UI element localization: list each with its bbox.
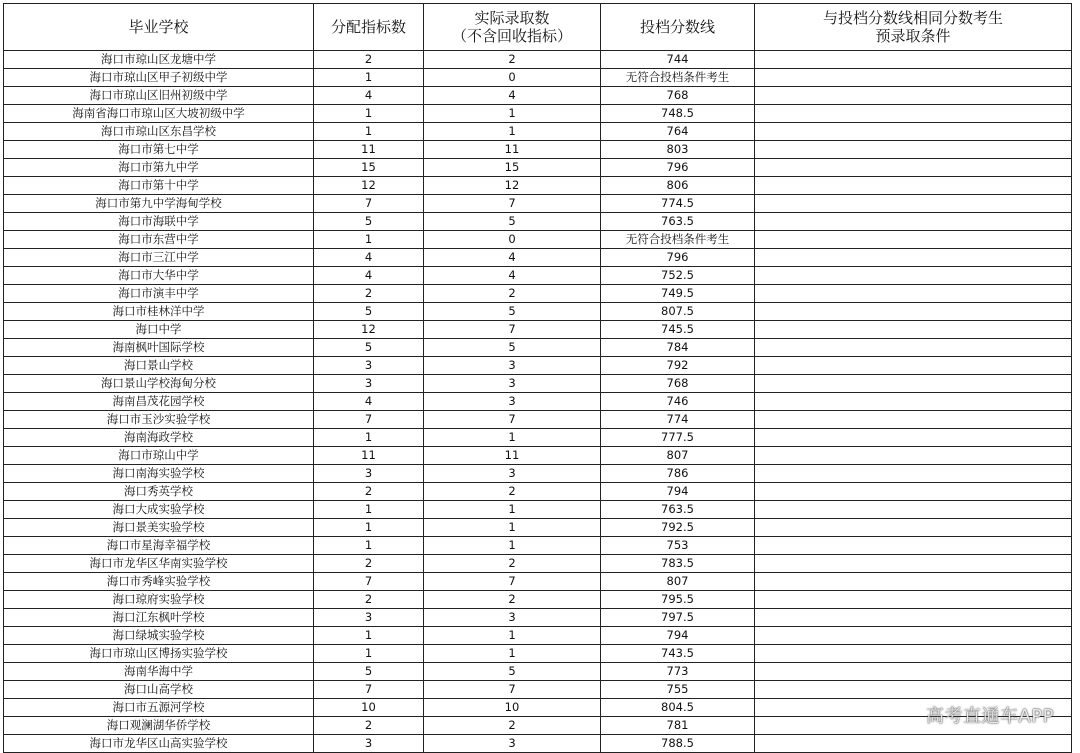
cell-condition — [755, 537, 1072, 555]
cell-score: 748.5 — [601, 105, 755, 123]
cell-admitted: 3 — [424, 357, 601, 375]
cell-school: 海口秀英学校 — [4, 483, 314, 501]
cell-condition — [755, 51, 1072, 69]
cell-condition — [755, 249, 1072, 267]
cell-condition — [755, 501, 1072, 519]
cell-admitted: 7 — [424, 411, 601, 429]
table-row — [4, 105, 1072, 123]
header-row — [4, 4, 1072, 51]
cell-admitted: 1 — [424, 519, 601, 537]
cell-admitted: 1 — [424, 123, 601, 141]
cell-condition — [755, 213, 1072, 231]
cell-score: 792.5 — [601, 519, 755, 537]
cell-score: 788.5 — [601, 735, 755, 753]
header-score-line: 投档分数线 — [601, 4, 755, 51]
cell-school: 海口市三江中学 — [4, 249, 314, 267]
cell-score: 807.5 — [601, 303, 755, 321]
cell-admitted: 1 — [424, 537, 601, 555]
table-row — [4, 213, 1072, 231]
table-row — [4, 717, 1072, 735]
cell-school: 海南昌茂花园学校 — [4, 393, 314, 411]
cell-score: 752.5 — [601, 267, 755, 285]
cell-score: 768 — [601, 375, 755, 393]
cell-score: 774 — [601, 411, 755, 429]
cell-admitted: 4 — [424, 87, 601, 105]
cell-condition — [755, 645, 1072, 663]
cell-school: 海口市海联中学 — [4, 213, 314, 231]
cell-score: 784 — [601, 339, 755, 357]
cell-admitted: 5 — [424, 663, 601, 681]
cell-score: 796 — [601, 159, 755, 177]
cell-condition — [755, 339, 1072, 357]
cell-school: 海口市星海幸福学校 — [4, 537, 314, 555]
cell-score: 796 — [601, 249, 755, 267]
cell-school: 海南海政学校 — [4, 429, 314, 447]
cell-quota: 5 — [314, 213, 424, 231]
admission-score-table — [3, 3, 1072, 753]
cell-school: 海口市桂林洋中学 — [4, 303, 314, 321]
table-row — [4, 141, 1072, 159]
cell-school: 海口中学 — [4, 321, 314, 339]
cell-quota: 15 — [314, 159, 424, 177]
cell-school: 海口市大华中学 — [4, 267, 314, 285]
cell-school: 海口市龙华区华南实验学校 — [4, 555, 314, 573]
cell-quota: 11 — [314, 447, 424, 465]
cell-score: 807 — [601, 447, 755, 465]
watermark: 高考直通车APP — [925, 706, 1054, 727]
cell-school: 海口景山学校 — [4, 357, 314, 375]
cell-school: 海南华海中学 — [4, 663, 314, 681]
cell-admitted: 12 — [424, 177, 601, 195]
cell-condition — [755, 573, 1072, 591]
cell-condition — [755, 321, 1072, 339]
table-row — [4, 501, 1072, 519]
cell-admitted: 2 — [424, 555, 601, 573]
cell-school: 海口景美实验学校 — [4, 519, 314, 537]
cell-score: 781 — [601, 717, 755, 735]
header-admitted — [424, 4, 601, 51]
cell-school: 海南枫叶国际学校 — [4, 339, 314, 357]
header-school: 毕业学校 — [4, 4, 314, 51]
cell-admitted: 2 — [424, 717, 601, 735]
cell-condition — [755, 681, 1072, 699]
cell-score: 无符合投档条件考生 — [601, 69, 755, 87]
table-row — [4, 645, 1072, 663]
cell-quota: 7 — [314, 681, 424, 699]
cell-school: 海口市第九中学海甸学校 — [4, 195, 314, 213]
header-admitted-line2: （不含回收指标） — [451, 27, 572, 45]
table-row — [4, 699, 1072, 717]
cell-admitted: 1 — [424, 627, 601, 645]
cell-score: 768 — [601, 87, 755, 105]
cell-condition — [755, 231, 1072, 249]
cell-quota: 1 — [314, 519, 424, 537]
cell-condition — [755, 519, 1072, 537]
cell-admitted: 0 — [424, 231, 601, 249]
cell-condition — [755, 375, 1072, 393]
cell-admitted: 4 — [424, 267, 601, 285]
table-row — [4, 609, 1072, 627]
cell-quota: 2 — [314, 591, 424, 609]
cell-score: 743.5 — [601, 645, 755, 663]
cell-score: 753 — [601, 537, 755, 555]
cell-admitted: 7 — [424, 573, 601, 591]
cell-school: 海口山高学校 — [4, 681, 314, 699]
table-row — [4, 267, 1072, 285]
cell-school: 海口观澜湖华侨学校 — [4, 717, 314, 735]
cell-quota: 2 — [314, 483, 424, 501]
cell-score: 786 — [601, 465, 755, 483]
header-admitted-line1: 实际录取数 — [474, 9, 550, 27]
cell-quota: 3 — [314, 375, 424, 393]
cell-score: 783.5 — [601, 555, 755, 573]
cell-condition — [755, 393, 1072, 411]
cell-score: 773 — [601, 663, 755, 681]
cell-score: 794 — [601, 483, 755, 501]
cell-quota: 4 — [314, 249, 424, 267]
cell-admitted: 7 — [424, 195, 601, 213]
cell-score: 774.5 — [601, 195, 755, 213]
table-body — [4, 51, 1072, 753]
cell-score: 777.5 — [601, 429, 755, 447]
cell-school: 海口市演丰中学 — [4, 285, 314, 303]
cell-admitted: 3 — [424, 735, 601, 753]
table-row — [4, 69, 1072, 87]
cell-admitted: 5 — [424, 339, 601, 357]
cell-quota: 1 — [314, 69, 424, 87]
table-row — [4, 231, 1072, 249]
table-row — [4, 555, 1072, 573]
cell-condition — [755, 591, 1072, 609]
table-row — [4, 735, 1072, 753]
cell-admitted: 2 — [424, 51, 601, 69]
cell-score: 804.5 — [601, 699, 755, 717]
cell-school: 海口市东营中学 — [4, 231, 314, 249]
table-row — [4, 375, 1072, 393]
cell-school: 海南省海口市琼山区大坡初级中学 — [4, 105, 314, 123]
cell-score: 806 — [601, 177, 755, 195]
cell-quota: 10 — [314, 699, 424, 717]
cell-quota: 12 — [314, 321, 424, 339]
cell-condition — [755, 735, 1072, 753]
cell-admitted: 0 — [424, 69, 601, 87]
cell-quota: 3 — [314, 609, 424, 627]
cell-school: 海口大成实验学校 — [4, 501, 314, 519]
cell-score: 764 — [601, 123, 755, 141]
cell-school: 海口琼府实验学校 — [4, 591, 314, 609]
table-row — [4, 159, 1072, 177]
cell-school: 海口南海实验学校 — [4, 465, 314, 483]
table-row — [4, 681, 1072, 699]
table-row — [4, 411, 1072, 429]
cell-condition — [755, 357, 1072, 375]
cell-admitted: 1 — [424, 429, 601, 447]
cell-admitted: 4 — [424, 249, 601, 267]
cell-quota: 5 — [314, 339, 424, 357]
table-row — [4, 303, 1072, 321]
cell-school: 海口江东枫叶学校 — [4, 609, 314, 627]
cell-quota: 1 — [314, 627, 424, 645]
cell-school: 海口市琼山区甲子初级中学 — [4, 69, 314, 87]
cell-admitted: 15 — [424, 159, 601, 177]
header-condition-line2: 预录取条件 — [875, 27, 951, 45]
cell-quota: 1 — [314, 501, 424, 519]
cell-school: 海口市玉沙实验学校 — [4, 411, 314, 429]
cell-condition — [755, 195, 1072, 213]
cell-quota: 2 — [314, 717, 424, 735]
cell-admitted: 2 — [424, 483, 601, 501]
cell-admitted: 7 — [424, 321, 601, 339]
cell-condition — [755, 429, 1072, 447]
cell-score: 807 — [601, 573, 755, 591]
table-row — [4, 285, 1072, 303]
cell-quota: 7 — [314, 411, 424, 429]
cell-admitted: 7 — [424, 681, 601, 699]
cell-condition — [755, 141, 1072, 159]
table-row — [4, 447, 1072, 465]
cell-school: 海口景山学校海甸分校 — [4, 375, 314, 393]
cell-quota: 3 — [314, 465, 424, 483]
cell-condition — [755, 69, 1072, 87]
cell-admitted: 2 — [424, 285, 601, 303]
header-quota: 分配指标数 — [314, 4, 424, 51]
cell-quota: 4 — [314, 393, 424, 411]
cell-condition — [755, 627, 1072, 645]
table-row — [4, 87, 1072, 105]
cell-condition — [755, 123, 1072, 141]
cell-score: 794 — [601, 627, 755, 645]
cell-quota: 5 — [314, 663, 424, 681]
cell-school: 海口市琼山区旧州初级中学 — [4, 87, 314, 105]
cell-quota: 11 — [314, 141, 424, 159]
cell-score: 无符合投档条件考生 — [601, 231, 755, 249]
cell-admitted: 10 — [424, 699, 601, 717]
cell-score: 745.5 — [601, 321, 755, 339]
cell-school: 海口市第七中学 — [4, 141, 314, 159]
cell-quota: 1 — [314, 429, 424, 447]
table-row — [4, 51, 1072, 69]
cell-admitted: 11 — [424, 447, 601, 465]
cell-condition — [755, 447, 1072, 465]
cell-score: 797.5 — [601, 609, 755, 627]
cell-admitted: 1 — [424, 105, 601, 123]
cell-score: 746 — [601, 393, 755, 411]
cell-quota: 4 — [314, 267, 424, 285]
table-row — [4, 249, 1072, 267]
cell-admitted: 5 — [424, 213, 601, 231]
table-row — [4, 591, 1072, 609]
cell-score: 792 — [601, 357, 755, 375]
header-condition — [755, 4, 1072, 51]
cell-school: 海口市五源河学校 — [4, 699, 314, 717]
cell-admitted: 11 — [424, 141, 601, 159]
cell-condition — [755, 483, 1072, 501]
cell-condition — [755, 663, 1072, 681]
cell-admitted: 3 — [424, 465, 601, 483]
table-row — [4, 321, 1072, 339]
cell-school: 海口绿城实验学校 — [4, 627, 314, 645]
cell-condition — [755, 303, 1072, 321]
cell-quota: 7 — [314, 195, 424, 213]
cell-condition — [755, 159, 1072, 177]
cell-condition — [755, 267, 1072, 285]
cell-admitted: 1 — [424, 645, 601, 663]
cell-admitted: 1 — [424, 501, 601, 519]
table-row — [4, 357, 1072, 375]
cell-quota: 1 — [314, 105, 424, 123]
table-row — [4, 465, 1072, 483]
cell-score: 749.5 — [601, 285, 755, 303]
table-row — [4, 483, 1072, 501]
cell-quota: 1 — [314, 537, 424, 555]
table-row — [4, 519, 1072, 537]
cell-admitted: 3 — [424, 609, 601, 627]
cell-quota: 2 — [314, 51, 424, 69]
table-row — [4, 627, 1072, 645]
table-row — [4, 537, 1072, 555]
cell-school: 海口市琼山中学 — [4, 447, 314, 465]
cell-score: 755 — [601, 681, 755, 699]
cell-score: 763.5 — [601, 501, 755, 519]
cell-condition — [755, 555, 1072, 573]
cell-quota: 3 — [314, 357, 424, 375]
table-row — [4, 177, 1072, 195]
cell-admitted: 5 — [424, 303, 601, 321]
cell-condition — [755, 411, 1072, 429]
cell-school: 海口市龙华区山高实验学校 — [4, 735, 314, 753]
cell-quota: 5 — [314, 303, 424, 321]
table-row — [4, 573, 1072, 591]
cell-school: 海口市第九中学 — [4, 159, 314, 177]
cell-quota: 3 — [314, 735, 424, 753]
cell-condition — [755, 465, 1072, 483]
cell-score: 763.5 — [601, 213, 755, 231]
cell-score: 795.5 — [601, 591, 755, 609]
cell-quota: 2 — [314, 285, 424, 303]
cell-admitted: 3 — [424, 375, 601, 393]
cell-quota: 7 — [314, 573, 424, 591]
cell-condition — [755, 285, 1072, 303]
header-condition-line1: 与投档分数线相同分数考生 — [822, 9, 1003, 27]
cell-school: 海口市秀峰实验学校 — [4, 573, 314, 591]
cell-school: 海口市琼山区东昌学校 — [4, 123, 314, 141]
cell-quota: 4 — [314, 87, 424, 105]
table-row — [4, 393, 1072, 411]
cell-quota: 1 — [314, 123, 424, 141]
cell-condition — [755, 105, 1072, 123]
cell-condition — [755, 87, 1072, 105]
cell-quota: 1 — [314, 231, 424, 249]
table-row — [4, 195, 1072, 213]
cell-condition — [755, 177, 1072, 195]
cell-school: 海口市琼山区博扬实验学校 — [4, 645, 314, 663]
cell-quota: 12 — [314, 177, 424, 195]
cell-score: 803 — [601, 141, 755, 159]
table-row — [4, 663, 1072, 681]
cell-quota: 2 — [314, 555, 424, 573]
cell-admitted: 3 — [424, 393, 601, 411]
cell-condition — [755, 609, 1072, 627]
table-row — [4, 429, 1072, 447]
cell-school: 海口市第十中学 — [4, 177, 314, 195]
cell-admitted: 2 — [424, 591, 601, 609]
cell-score: 744 — [601, 51, 755, 69]
cell-school: 海口市琼山区龙塘中学 — [4, 51, 314, 69]
table-row — [4, 123, 1072, 141]
table-row — [4, 339, 1072, 357]
cell-quota: 1 — [314, 645, 424, 663]
